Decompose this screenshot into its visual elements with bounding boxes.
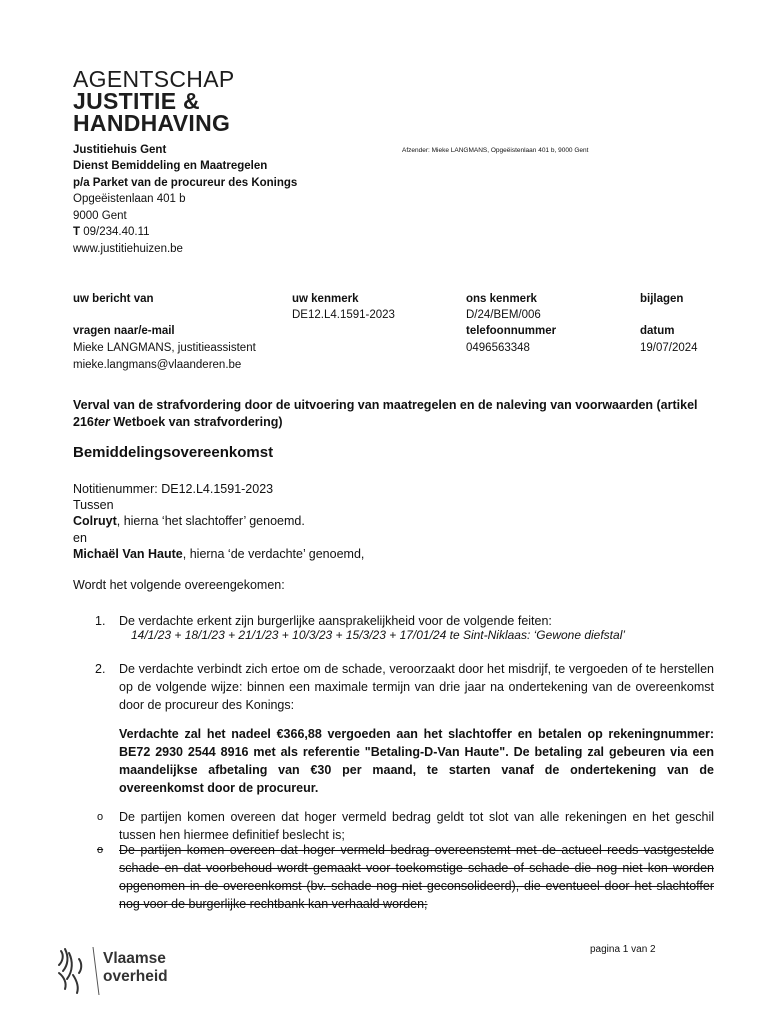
bijlagen-label: bijlagen xyxy=(640,293,684,305)
uw-kenmerk-label: uw kenmerk xyxy=(292,293,359,305)
item1-text: De verdachte erkent zijn burgerlijke aansprakelijkheid voor de volgende feiten: xyxy=(119,614,552,628)
flemish-lion-icon xyxy=(55,945,101,997)
datum-value: 19/07/2024 xyxy=(640,342,698,354)
vragen-name: Mieke LANGMANS, justitieassistent xyxy=(73,342,256,354)
brand-line2: overheid xyxy=(103,968,168,985)
address-org2: Dienst Bemiddeling en Maatregelen xyxy=(73,160,268,172)
bullet1-text: De partijen komen overeen dat hoger vermeld bedrag geldt tot slot van alle rekeningen en het geschil tussen hen hiermee definitief beslecht is; xyxy=(119,810,714,842)
party2-name: Michaël Van Haute xyxy=(73,547,183,561)
item1-facts: 14/1/23 + 18/1/23 + 21/1/23 + 10/3/23 + 15/3/23 + 17/01/24 te Sint-Niklaas: ‘Gewone diefstal’ xyxy=(131,628,626,642)
party1-name: Colruyt xyxy=(73,514,117,528)
subject-part2: ter xyxy=(93,415,110,429)
item2-text: De verdachte verbindt zich ertoe om de schade, veroorzaakt door het misdrijf, te vergoeden of te herstellen op de volgende wijze: binnen een maximale termijn van drie jaar na ondertekening van de overeenkomst door de procureur des Konings: xyxy=(119,662,714,712)
bullet1-symbol: o xyxy=(97,811,104,823)
item2-number: 2. xyxy=(95,662,106,676)
agency-logo-line1: AGENTSCHAP xyxy=(73,66,235,92)
item2-bold-text: Verdachte zal het nadeel €366,88 vergoeden aan het slachtoffer en betalen op rekeningnummer: BE72 2930 2544 8916 met als referentie "Betaling-D-Van Haute". De betaling zal gebeuren via een maandelijkse afbetaling van €30 per maand, te starten vanaf de ondertekening van de overeenkomst door de procureur. xyxy=(119,727,714,795)
party2-rest: , hierna ‘de verdachte’ genoemd, xyxy=(182,547,365,561)
sender-line: Afzender: Mieke LANGMANS, Opgeëistenlaan 401 b, 9000 Gent xyxy=(402,147,589,154)
phone-label: T xyxy=(73,226,81,238)
address-org1: Justitiehuis Gent xyxy=(73,144,167,156)
address-street: Opgeëistenlaan 401 b xyxy=(73,193,186,205)
ons-kenmerk-value: D/24/BEM/006 xyxy=(466,309,541,321)
address-phone xyxy=(73,224,150,241)
uw-bericht-label: uw bericht van xyxy=(73,293,154,305)
telefoon-value: 0496563348 xyxy=(466,342,530,354)
party-victim xyxy=(73,512,305,530)
tussen: Tussen xyxy=(73,498,114,512)
uw-kenmerk-value: DE12.L4.1591-2023 xyxy=(292,309,395,321)
vragen-label: vragen naar/e-mail xyxy=(73,325,175,337)
vragen-email[interactable]: mieke.langmans@vlaanderen.be xyxy=(73,359,242,371)
telefoon-label: telefoonnummer xyxy=(466,325,557,337)
phone-number: 09/234.40.11 xyxy=(83,226,150,238)
item1-number: 1. xyxy=(95,614,106,628)
subject xyxy=(73,397,713,431)
subject-part3: Wetboek van strafvordering) xyxy=(109,415,283,429)
address-city: 9000 Gent xyxy=(73,210,127,222)
brand-line1: Vlaamse xyxy=(103,950,166,967)
address-website[interactable]: www.justitiehuizen.be xyxy=(73,243,183,255)
party1-rest: , hierna ‘het slachtoffer’ genoemd. xyxy=(116,514,305,528)
page-number: pagina 1 van 2 xyxy=(590,944,656,955)
datum-label: datum xyxy=(640,325,675,337)
agency-logo-line3: HANDHAVING xyxy=(73,110,231,136)
agreed-line: Wordt het volgende overeengekomen: xyxy=(73,578,285,592)
bullet2-symbol: o xyxy=(97,844,104,856)
ons-kenmerk-label: ons kenmerk xyxy=(466,293,537,305)
notitienummer: Notitienummer: DE12.L4.1591-2023 xyxy=(73,482,274,496)
subject-part1: Verval van de strafvordering door de uitvoering van maatregelen en de naleving van voorwaarden (artikel 216 xyxy=(73,398,698,429)
address-org3: p/a Parket van de procureur des Konings xyxy=(73,177,298,189)
party-suspect xyxy=(73,545,364,563)
bullet2-text: De partijen komen overeen dat hoger vermeld bedrag overeenstemt met de actueel reeds vastgestelde schade en dat voorbehoud wordt gemaakt voor toekomstige schade of schade die nog niet kon worden opgenomen in de overeenkomst (bv. schade nog niet geconsolideerd), die eventueel door het slachtoffer nog voor de burgerlijke rechtbank kan verhaald worden; xyxy=(119,843,714,911)
agency-logo-line2: JUSTITIE & xyxy=(73,88,200,114)
document-heading: Bemiddelingsovereenkomst xyxy=(73,444,274,461)
en: en xyxy=(73,531,87,545)
